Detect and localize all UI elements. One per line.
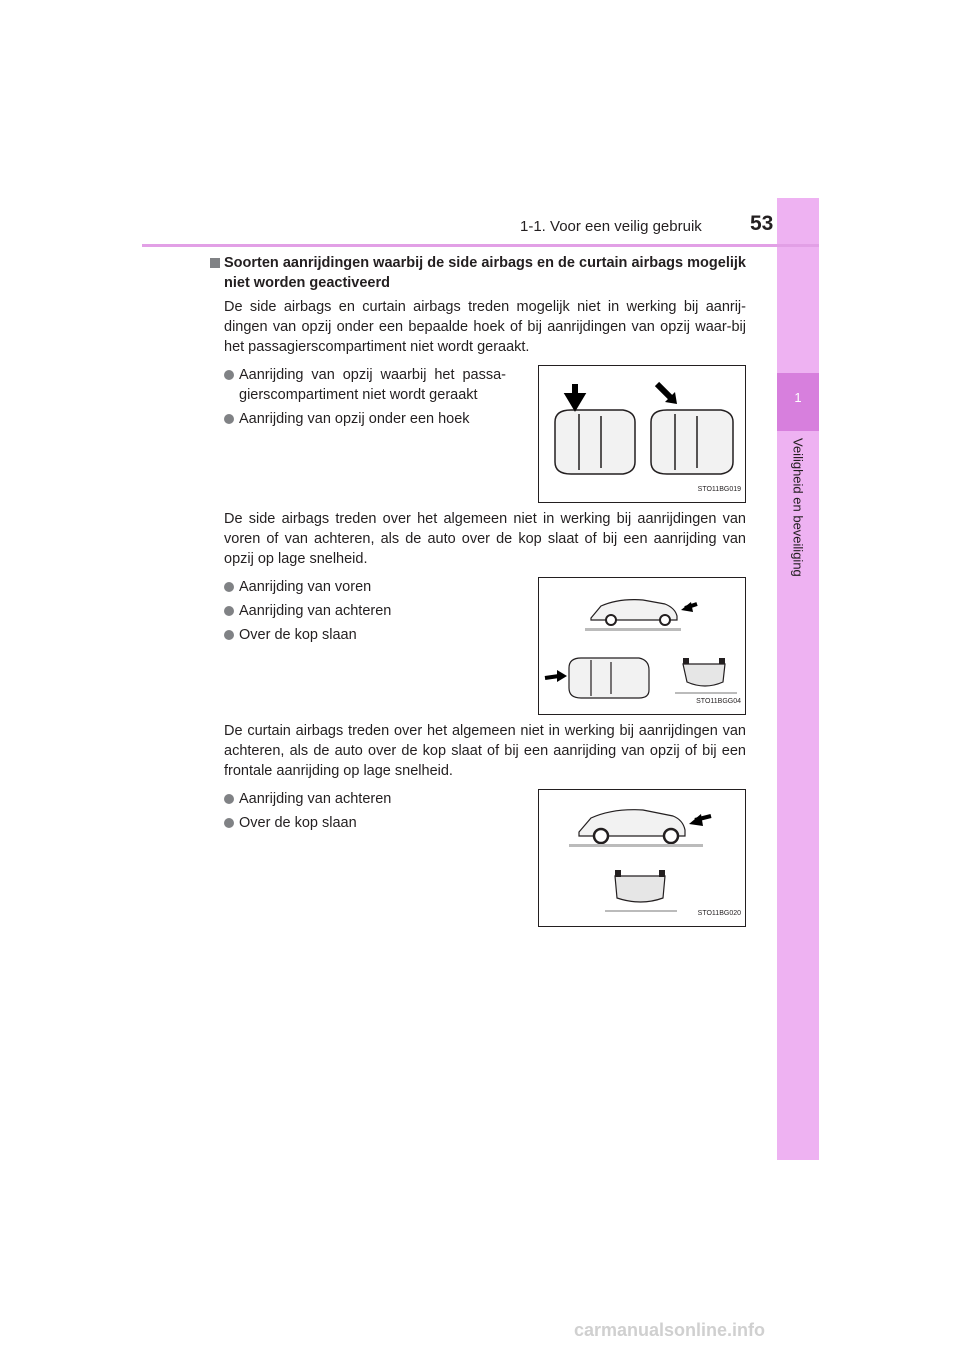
list-item: Aanrijding van achteren bbox=[224, 789, 506, 809]
bullet-list bbox=[224, 789, 506, 927]
list-item: Aanrijding van opzij onder een hoek bbox=[224, 409, 506, 429]
bullet-list bbox=[224, 577, 506, 715]
list-item: Aanrijding van voren bbox=[224, 577, 506, 597]
list-item: Aanrijding van opzij waarbij het passa-gierscompartiment niet wordt geraakt bbox=[224, 365, 506, 405]
bullet-dot-icon bbox=[224, 582, 234, 592]
figure-code: STO11BGG04 bbox=[696, 698, 741, 705]
paragraph-3: De curtain airbags treden over het algemeen niet in werking bij aanrijdingen van achteren, als de auto over de kop slaat of bij een aanrijding van opzij of bij een frontale aanrijding op lage snelheid. bbox=[224, 723, 746, 779]
bullet-dot-icon bbox=[224, 606, 234, 616]
intro-paragraph: De side airbags en curtain airbags treden mogelijk niet in werking bij aanrij-dingen van opzij onder een bepaalde hoek of bij aanrijdingen van opzij waar-bij het passagierscompartiment niet wordt geraakt. bbox=[224, 299, 746, 355]
figure-code: STO11BG020 bbox=[697, 910, 741, 917]
figure-code: STO11BG019 bbox=[697, 486, 741, 493]
section-heading bbox=[210, 253, 746, 293]
group3 bbox=[210, 789, 746, 927]
chapter-number: 1 bbox=[794, 390, 802, 405]
page-number: 53 bbox=[750, 212, 774, 235]
header-rule bbox=[142, 244, 819, 247]
bullet-dot-icon bbox=[224, 370, 234, 380]
chapter-title: Veiligheid en beveiliging bbox=[790, 438, 806, 577]
group1 bbox=[210, 365, 746, 503]
section-heading-text: Soorten aanrijdingen waarbij de side airbags en de curtain airbags mogelijk niet worden geactiveerd bbox=[224, 255, 746, 291]
main-content bbox=[210, 253, 746, 927]
bullet-dot-icon bbox=[224, 794, 234, 804]
group2 bbox=[210, 577, 746, 715]
bullet-dot-icon bbox=[224, 414, 234, 424]
list-item: Over de kop slaan bbox=[224, 813, 506, 833]
bullet-dot-icon bbox=[224, 630, 234, 640]
side-tab bbox=[777, 198, 819, 1160]
figure-rear-rollover bbox=[538, 789, 746, 927]
watermark: carmanualsonline.info bbox=[574, 1320, 766, 1340]
paragraph-2: De side airbags treden over het algemeen niet in werking bij aanrijdingen van voren of van achteren, als de auto over de kop slaat of bij een aanrijding van opzij op lage snelheid. bbox=[224, 511, 746, 567]
figure-side-collision bbox=[538, 365, 746, 503]
header-title: 1-1. Voor een veilig gebruik bbox=[520, 218, 702, 235]
list-item: Over de kop slaan bbox=[224, 625, 506, 645]
bullet-list bbox=[224, 365, 506, 503]
list-item: Aanrijding van achteren bbox=[224, 601, 506, 621]
bullet-dot-icon bbox=[224, 818, 234, 828]
figure-front-rear-rollover bbox=[538, 577, 746, 715]
square-bullet-icon bbox=[210, 258, 220, 268]
